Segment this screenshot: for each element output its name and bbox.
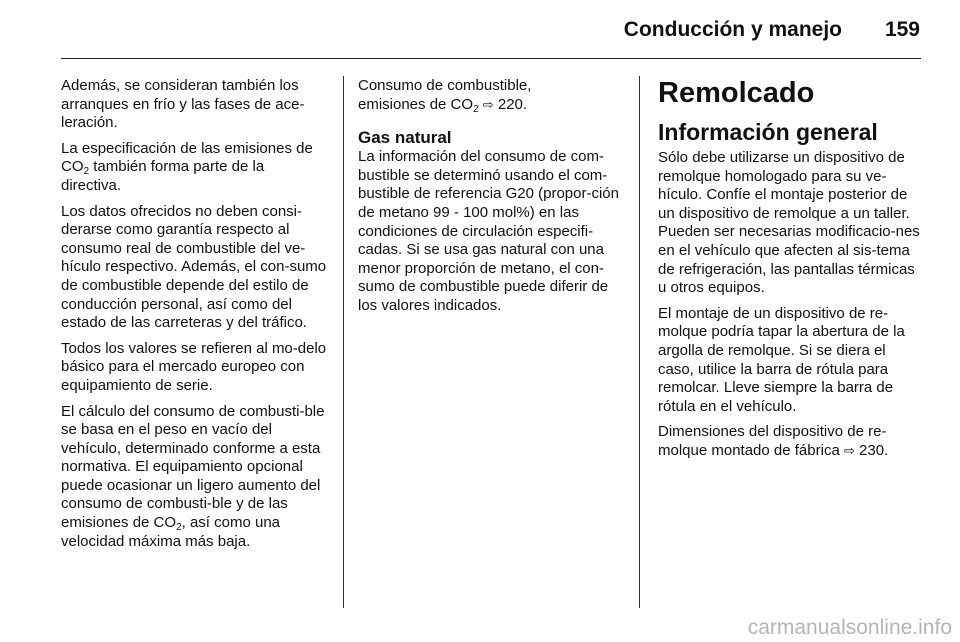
watermark: carmanualsonline.info (747, 616, 952, 639)
section-heading-natural-gas: Gas natural (358, 128, 452, 148)
chapter-title: Conducción y manejo (623, 18, 842, 41)
column-3 (658, 77, 924, 468)
column-divider-2 (639, 76, 640, 608)
paragraph-fuel-consumption-ref (358, 77, 623, 114)
paragraph-tow-hitch: Sólo debe utilizarse un dispositivo de remolque homologado para su ve-hículo. Confíe el montaje posterior de un dispositivo de remolque a un taller. Pueden ser necesarias modificacio-nes en el vehículo que afecten al sis-tema de refrigeración, las pantallas térmicas u otros equipos. (658, 149, 920, 297)
paragraph-co2-spec (61, 140, 327, 196)
co2-spec-text: La especificación de las emisiones de CO (61, 139, 313, 176)
co2-subscript: 2 (176, 522, 182, 534)
subsection-heading-general-info: Información general (658, 119, 878, 145)
page-header (0, 0, 960, 62)
hitch-dimensions-text: Dimensiones del dispositivo de re-molque montado de fábrica (658, 423, 887, 459)
paragraph-towing-eye: El montaje de un dispositivo de re-molque podría tapar la abertura de la argolla de remolque. Si se diera el caso, utilice la barra de rótula para remolcar. Lleve siempre la barra de rótula en el vehículo. (658, 304, 905, 415)
paragraph-data-disclaimer: Los datos ofrecidos no deben consi-derarse como garantía respecto al consumo real de combustible del ve-hículo respectivo. Además, el con-sumo de combustible depende del estilo de conducción personal, así como del estado de las carreteras y del tráfico. (61, 202, 327, 332)
column-divider-1 (343, 76, 344, 608)
page-reference-link[interactable]: 220. (497, 95, 528, 113)
fuel-consumption-line: Consumo de combustible, (358, 77, 532, 94)
weight-text: El cálculo del consumo de combusti-ble se basa en el peso en vacío del vehículo, determinado conforme a esta normativa. El equipamiento opcional puede ocasionar un ligero aumento del consumo de combusti-ble y de las emisiones de CO (61, 402, 325, 532)
page-reference-arrow-icon: ⇨ (482, 96, 494, 112)
co2-subscript: 2 (83, 166, 90, 178)
weight-text-end: , así como una velocidad máxima más baja. (61, 514, 281, 550)
paragraph-natural-gas: La información del consumo de com-bustible se determinó usando el com-bustible de referencia G20 (propor-ción de metano 99 - 100 mol%) en las condiciones de circulación especifi-cadas. Si se usa gas natural con una menor proporción de metano, el con-sumo de combustible puede diferir de los valores indicados. (358, 148, 619, 314)
paragraph-hitch-dimensions (658, 423, 924, 460)
emissions-text: emisiones de CO (358, 95, 474, 113)
co2-spec-text-end: también forma parte de la directiva. (61, 158, 265, 194)
column-2 (358, 77, 623, 323)
column-1 (61, 77, 327, 558)
header-rule (61, 58, 921, 59)
page-reference-arrow-icon: ⇨ (843, 442, 855, 458)
paragraph-base-model: Todos los valores se refieren al mo-delo básico para el mercado europeo con equipamiento de serie. (61, 339, 327, 394)
page-reference-link[interactable]: 230. (859, 441, 889, 459)
paragraph-weight-calculation (61, 403, 327, 552)
page-number: 159 (884, 18, 920, 41)
section-heading-towing: Remolcado (658, 77, 815, 109)
co2-subscript: 2 (473, 103, 479, 115)
paragraph-cold-starts: Además, se consideran también los arranques en frío y las fases de ace-leración. (61, 77, 305, 132)
